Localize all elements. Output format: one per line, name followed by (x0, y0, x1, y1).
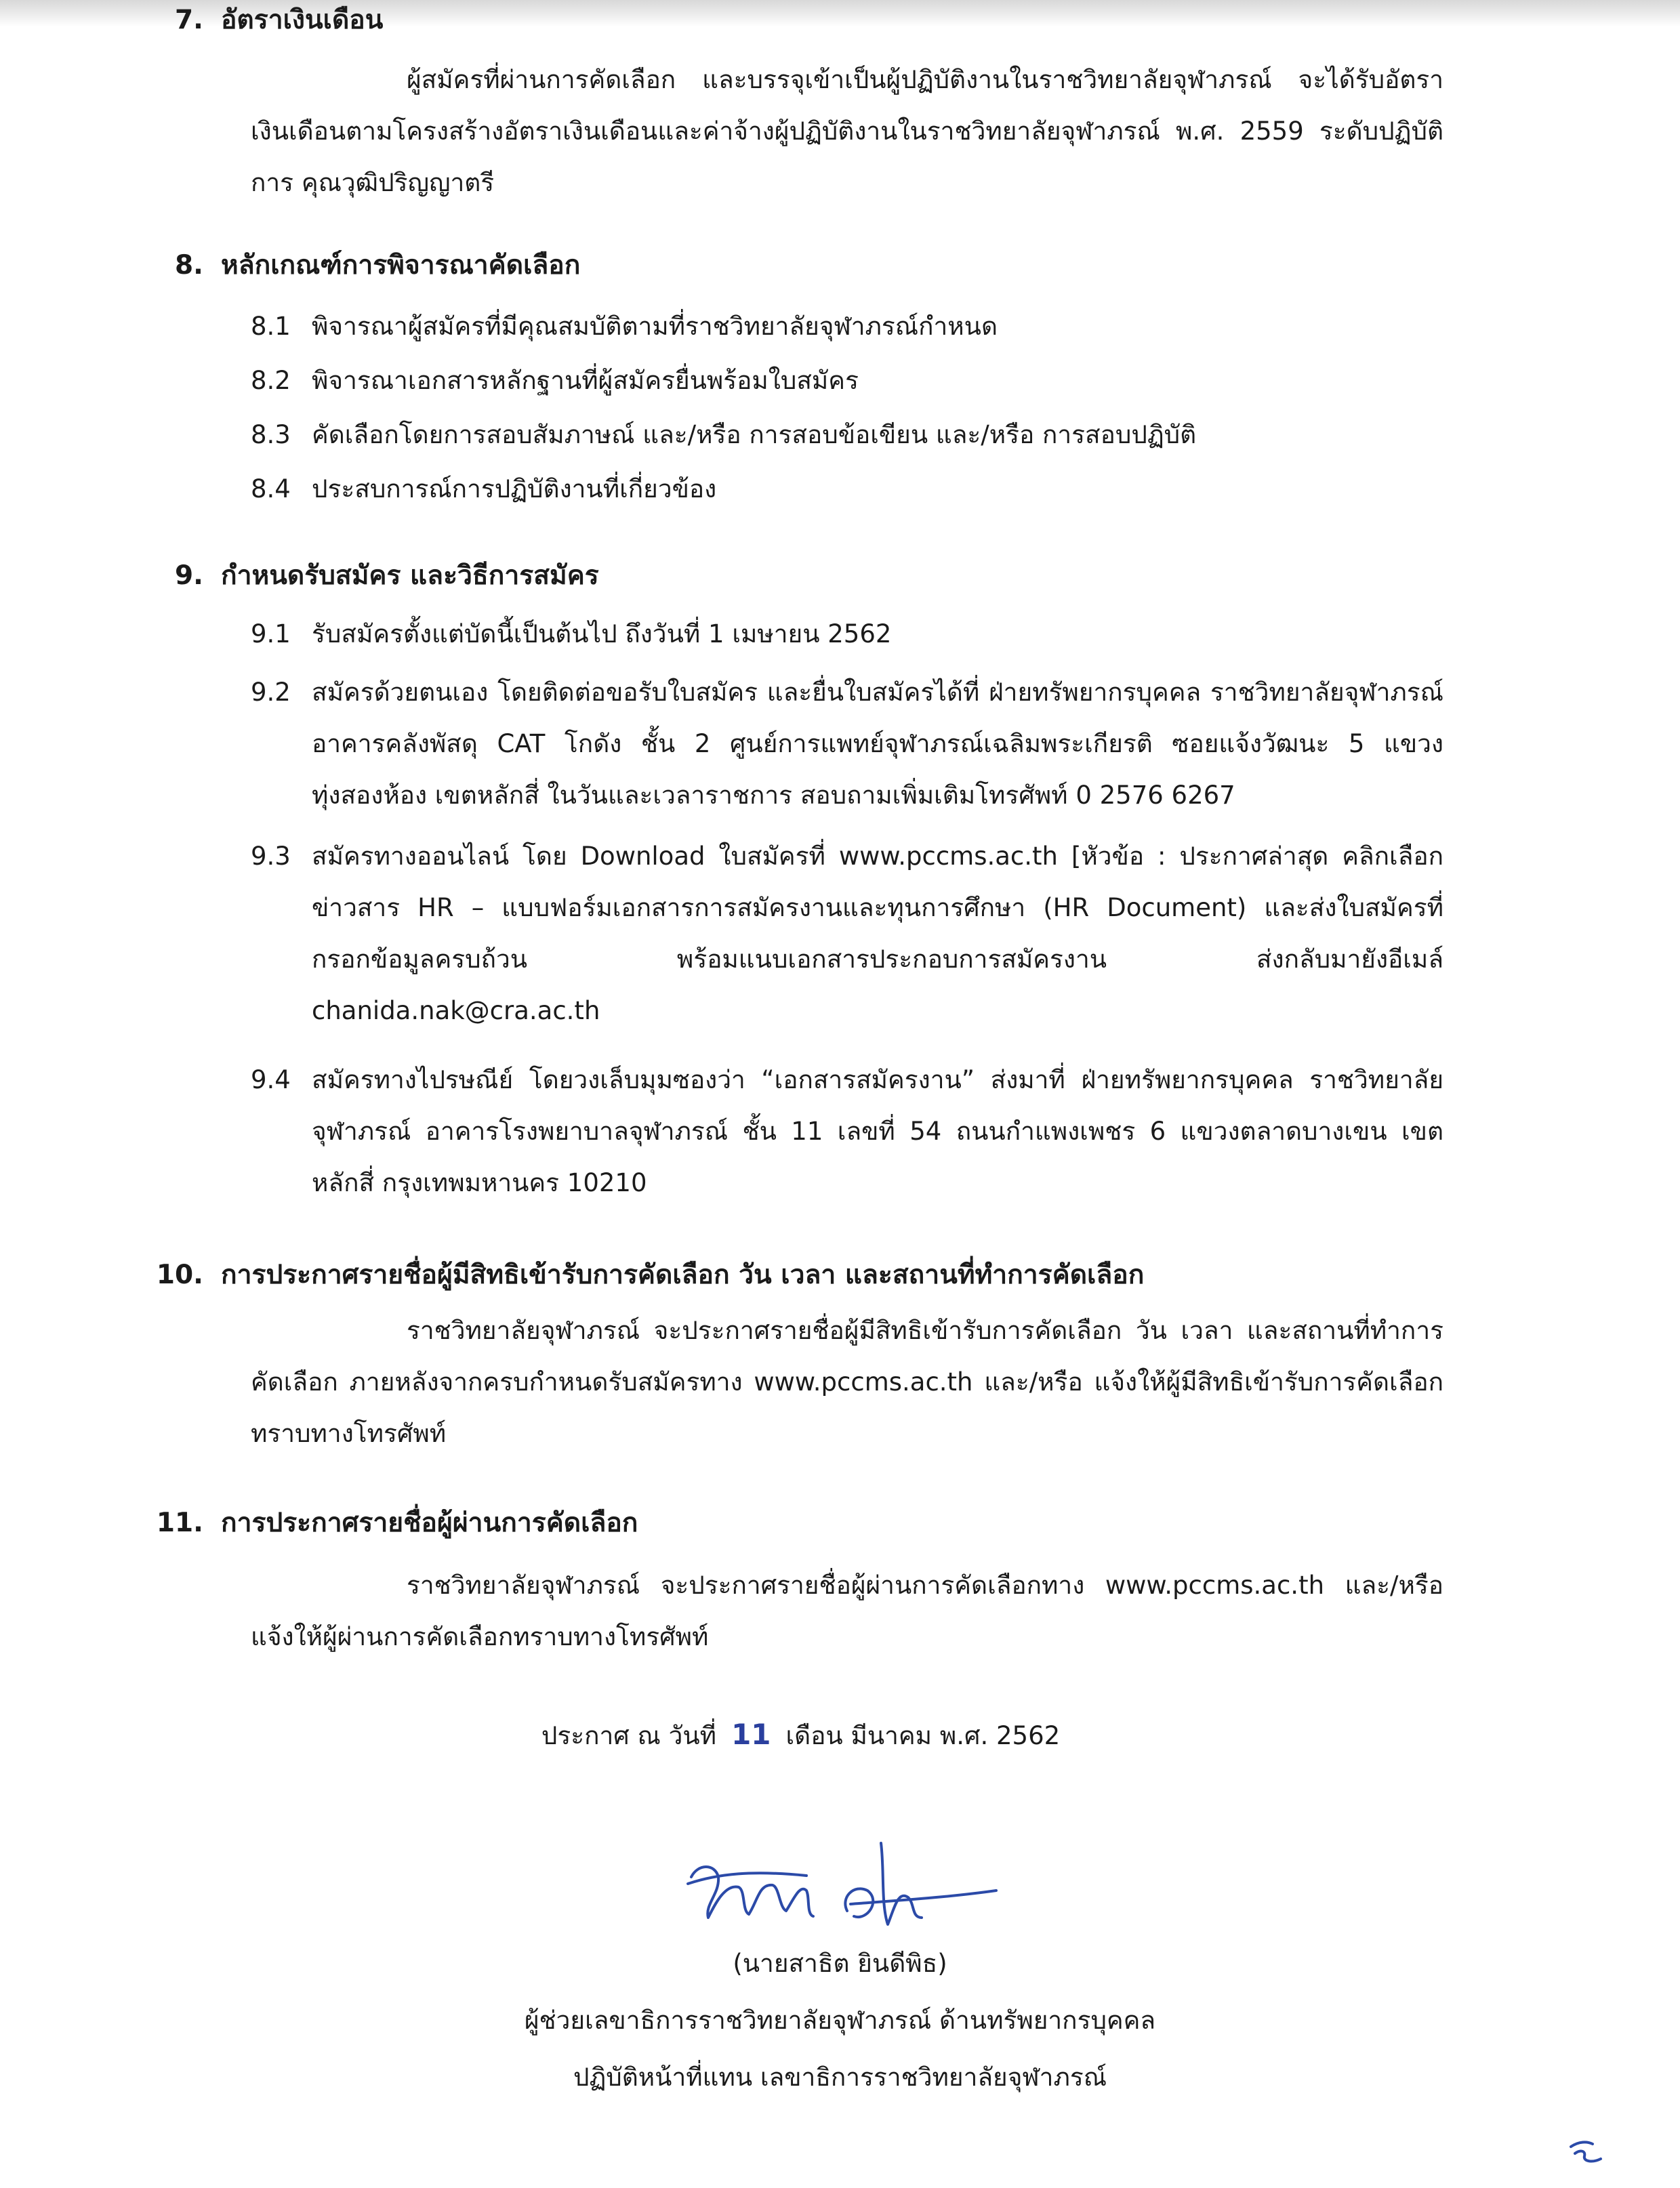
section-7-heading (156, 0, 383, 46)
item-text: คัดเลือกโดยการสอบสัมภาษณ์ และ/หรือ การสอบข้อเขียน และ/หรือ การสอบปฏิบัติ (312, 420, 1197, 449)
section-title: การประกาศรายชื่อผู้ผ่านการคัดเลือก (221, 1508, 638, 1538)
list-item-9-4 (251, 1054, 1443, 1209)
item-text: รับสมัครตั้งแต่บัดนี้เป็นต้นไป ถึงวันที่ 1 เมษายน 2562 (312, 619, 892, 648)
section-title: กำหนดรับสมัคร และวิธีการสมัคร (221, 560, 599, 591)
signatory-position-2: ปฏิบัติหน้าที่แทน เลขาธิการราชวิทยาลัยจุฬาภรณ์ (573, 2063, 1107, 2092)
section-title: การประกาศรายชื่อผู้มีสิทธิเข้ารับการคัดเลือก วัน เวลา และสถานที่ทำการคัดเลือก (221, 1260, 1145, 1290)
list-item-8-1 (251, 301, 1443, 352)
signatory-position-1: ผู้ช่วยเลขาธิการราชวิทยาลัยจุฬาภรณ์ ด้านทรัพยากรบุคคล (524, 2006, 1156, 2035)
announce-prefix: ประกาศ ณ วันที่ (541, 1721, 717, 1750)
section-title: หลักเกณฑ์การพิจารณาคัดเลือก (221, 250, 581, 281)
item-number: 8.1 (251, 312, 291, 341)
item-text: สมัครทางไปรษณีย์ โดยวงเล็บมุมซองว่า “เอกสารสมัครงาน” ส่งมาที่ ฝ่ายทรัพยากรบุคคล ราชวิทยาลัยจุฬาภรณ์ อาคารโรงพยาบาลจุฬาภรณ์ ชั้น 11 เลขที่ 54 ถนนกำแพงเพชร 6 แขวงตลาดบางเขน เขตหลักสี่ กรุงเทพมหานคร 10210 (312, 1065, 1444, 1197)
section-11-body: ราชวิทยาลัยจุฬาภรณ์ จะประกาศรายชื่อผู้ผ่านการคัดเลือกทาง www.pccms.ac.th และ/หรือ แจ้งให้ผู้ผ่านการคัดเลือกทราบทางโทรศัพท์ (251, 1571, 1443, 1651)
section-number: 10. (156, 1260, 203, 1290)
list-item-9-2 (251, 667, 1443, 821)
item-number: 9.1 (251, 619, 291, 648)
section-title: อัตราเงินเดือน (221, 5, 384, 35)
section-9-heading (156, 550, 599, 602)
announce-date-line (0, 1709, 1641, 1762)
item-number: 8.3 (251, 420, 291, 449)
item-text: พิจารณาเอกสารหลักฐานที่ผู้สมัครยื่นพร้อมใบสมัคร (312, 366, 859, 395)
section-number: 11. (156, 1508, 203, 1538)
item-number: 9.2 (251, 678, 291, 707)
item-text: สมัครทางออนไลน์ โดย Download ใบสมัครที่ www.pccms.ac.th [หัวข้อ : ประกาศล่าสุด คลิกเลือกข่าวสาร HR – แบบฟอร์มเอกสารการสมัครงานและทุนการศึกษา (HR Document) และส่งใบสมัครที่กรอกข้อมูลครบถ้วน พร้อมแนบเอกสารประกอบการสมัครงาน ส่งกลับมายังอีเมล์ chanida.nak@cra.ac.th (312, 842, 1443, 1025)
section-11-heading (156, 1498, 638, 1549)
announce-suffix: เดือน มีนาคม พ.ศ. 2562 (785, 1721, 1061, 1750)
item-number: 8.4 (251, 474, 291, 503)
item-text: พิจารณาผู้สมัครที่มีคุณสมบัติตามที่ราชวิทยาลัยจุฬาภรณ์กำหนด (312, 312, 998, 341)
section-number: 7. (175, 5, 203, 35)
item-number: 8.2 (251, 366, 291, 395)
section-8-heading (156, 240, 580, 291)
list-item-9-1 (251, 608, 1443, 660)
item-number: 9.4 (251, 1065, 291, 1094)
list-item-8-3 (251, 409, 1443, 461)
section-number: 9. (175, 560, 203, 591)
section-10-body: ราชวิทยาลัยจุฬาภรณ์ จะประกาศรายชื่อผู้มีสิทธิเข้ารับการคัดเลือก วัน เวลา และสถานที่ทำการคัดเลือก ภายหลังจากครบกำหนดรับสมัครทาง www.pccms.ac.th และ/หรือ แจ้งให้ผู้มีสิทธิเข้ารับการคัดเลือกทราบทางโทรศัพท์ (251, 1316, 1443, 1448)
section-number: 8. (175, 250, 203, 281)
section-7-body: ผู้สมัครที่ผ่านการคัดเลือก และบรรจุเข้าเป็นผู้ปฏิบัติงานในราชวิทยาลัยจุฬาภรณ์ จะได้รับอัตราเงินเดือนตามโครงสร้างอัตราเงินเดือนและค่าจ้างผู้ปฏิบัติงานในราชวิทยาลัยจุฬาภรณ์ พ.ศ. 2559 ระดับปฏิบัติการ คุณวุฒิปริญญาตรี (251, 65, 1443, 197)
list-item-8-4 (251, 463, 1443, 515)
section-10-heading (156, 1250, 1144, 1301)
item-number: 9.3 (251, 842, 291, 871)
item-text: สมัครด้วยตนเอง โดยติดต่อขอรับใบสมัคร และยื่นใบสมัครได้ที่ ฝ่ายทรัพยากรบุคคล ราชวิทยาลัยจุฬาภรณ์ อาคารคลังพัสดุ CAT โกดัง ชั้น 2 ศูนย์การแพทย์จุฬาภรณ์เฉลิมพระเกียรติ ซอยแจ้งวัฒนะ 5 แขวงทุ่งสองห้อง เขตหลักสี่ ในวันและเวลาราชการ สอบถามเพิ่มเติมโทรศัพท์ 0 2576 6267 (312, 678, 1443, 810)
list-item-8-2 (251, 355, 1443, 407)
list-item-9-3 (251, 831, 1443, 1037)
signatory-name: (นายสาธิต ยินดีพิธ) (733, 1949, 947, 1978)
signature-image (678, 1836, 1003, 1938)
handwritten-mark-icon (1565, 2134, 1606, 2168)
announce-day: 11 (731, 1718, 771, 1751)
item-text: ประสบการณ์การปฏิบัติงานที่เกี่ยวข้อง (312, 474, 717, 503)
